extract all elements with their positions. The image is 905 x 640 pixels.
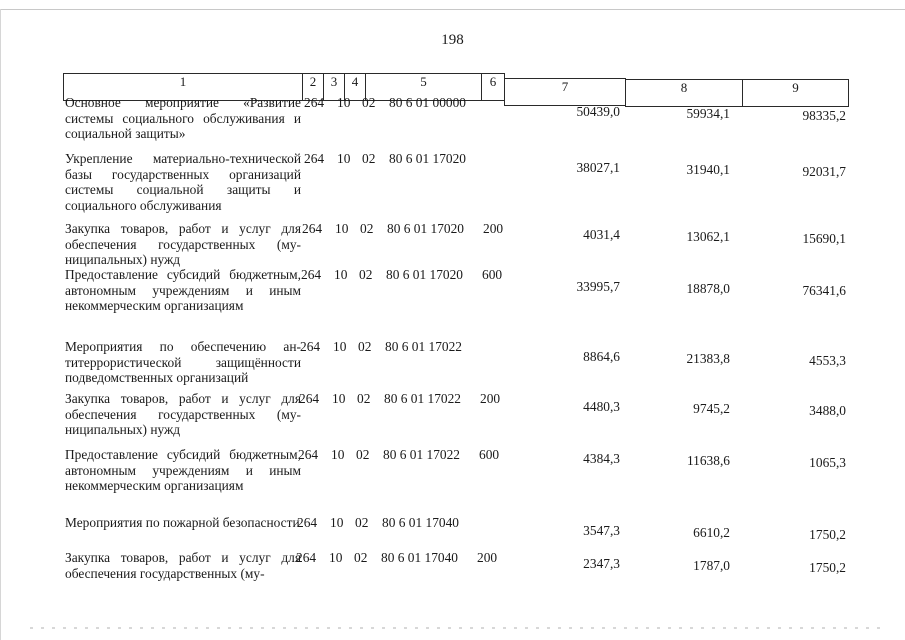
- cell-amount-9: 92031,7: [802, 164, 846, 179]
- cell-amount-8: 59934,1: [686, 106, 730, 121]
- cell-amount-8: 31940,1: [686, 162, 730, 177]
- cell-amount-9: 15690,1: [802, 231, 846, 246]
- cell-amount-7: 4031,4: [583, 227, 620, 242]
- cell-target-article: 80 6 01 17020: [387, 221, 464, 236]
- table-row: [66, 267, 866, 337]
- cell-subsection: 02: [357, 391, 371, 406]
- cell-ministry-code: 264: [304, 151, 325, 166]
- cell-subsection: 02: [359, 267, 373, 282]
- cell-target-article: 80 6 01 17020: [389, 151, 466, 166]
- cell-ministry-code: 264: [300, 339, 321, 354]
- header-col-6: 6: [481, 73, 505, 101]
- cell-target-article: 80 6 01 17020: [386, 267, 463, 282]
- cell-target-article: 80 6 01 17040: [381, 550, 458, 565]
- cell-section: 10: [329, 550, 343, 565]
- header-col-4: 4: [344, 73, 366, 101]
- cell-expense-type: 200: [480, 391, 501, 406]
- cell-section: 10: [337, 151, 351, 166]
- cell-subsection: 02: [354, 550, 368, 565]
- cell-section: 10: [334, 267, 348, 282]
- cell-amount-9: 1750,2: [809, 527, 846, 542]
- cell-expense-type: 200: [483, 221, 504, 236]
- cell-target-article: 80 6 01 17022: [385, 339, 462, 354]
- cell-amount-7: 4480,3: [583, 399, 620, 414]
- header-col-2: 2: [302, 73, 324, 101]
- cell-ministry-code: 264: [299, 391, 320, 406]
- cell-ministry-code: 264: [298, 447, 319, 462]
- row-name: Закупка товаров, работ и услуг для обеспечения государственных (муниципальных) нужд: [65, 221, 301, 268]
- cell-amount-9: 4553,3: [809, 353, 846, 368]
- cell-amount-8: 9745,2: [693, 401, 730, 416]
- row-name: Основное мероприятие «Развитие системы социального обслуживания и социальной защиты»: [65, 95, 301, 142]
- cell-section: 10: [330, 515, 344, 530]
- cell-amount-8: 1787,0: [693, 558, 730, 573]
- cell-amount-7: 38027,1: [576, 160, 620, 175]
- table-row: [66, 221, 866, 267]
- table-row: [66, 95, 866, 149]
- cell-amount-8: 18878,0: [686, 281, 730, 296]
- row-name: Укрепление материально-технической базы государственных организаций системы социальной защиты и социального обслуживания: [65, 151, 301, 213]
- table-row: [66, 515, 866, 548]
- row-name: Предоставление субсидий бюджетным, автономным учреждениям и иным некоммерческим организациям: [65, 267, 301, 314]
- cell-target-article: 80 6 01 00000: [389, 95, 466, 110]
- cell-ministry-code: 264: [296, 550, 317, 565]
- scan-noise: [30, 627, 880, 629]
- header-col-9: 9: [742, 79, 849, 107]
- cell-ministry-code: 264: [304, 95, 325, 110]
- row-name: Закупка товаров, работ и услуг для обеспечения государственных (муниципальных) нужд: [65, 391, 301, 438]
- header-col-7: 7: [504, 78, 626, 106]
- cell-amount-8: 21383,8: [686, 351, 730, 366]
- cell-ministry-code: 264: [302, 221, 323, 236]
- header-col-1: 1: [63, 73, 303, 101]
- cell-amount-7: 2347,3: [583, 556, 620, 571]
- row-name: Закупка товаров, работ и услуг для обеспечения государственных (му-: [65, 550, 301, 581]
- cell-expense-type: 600: [479, 447, 500, 462]
- header-col-3: 3: [323, 73, 345, 101]
- cell-amount-9: 98335,2: [802, 108, 846, 123]
- cell-amount-7: 50439,0: [576, 104, 620, 119]
- cell-section: 10: [337, 95, 351, 110]
- cell-section: 10: [331, 447, 345, 462]
- cell-amount-8: 13062,1: [686, 229, 730, 244]
- cell-amount-7: 3547,3: [583, 523, 620, 538]
- row-name: Мероприятия по обеспечению антитеррористической защищённости подведомственных организаций: [65, 339, 301, 386]
- page-number: 198: [441, 32, 464, 48]
- cell-section: 10: [332, 391, 346, 406]
- cell-amount-9: 76341,6: [802, 283, 846, 298]
- row-name: Мероприятия по пожарной безопасности: [65, 515, 300, 530]
- cell-subsection: 02: [362, 151, 376, 166]
- cell-subsection: 02: [355, 515, 369, 530]
- cell-amount-9: 3488,0: [809, 403, 846, 418]
- cell-ministry-code: 264: [301, 267, 322, 282]
- table-row: [66, 391, 866, 443]
- cell-expense-type: 200: [477, 550, 498, 565]
- table-row: [66, 151, 866, 219]
- cell-subsection: 02: [356, 447, 370, 462]
- cell-amount-8: 11638,6: [686, 453, 730, 468]
- cell-subsection: 02: [360, 221, 374, 236]
- cell-target-article: 80 6 01 17040: [382, 515, 459, 530]
- cell-subsection: 02: [362, 95, 376, 110]
- cell-target-article: 80 6 01 17022: [384, 391, 461, 406]
- cell-subsection: 02: [358, 339, 372, 354]
- row-name: Предоставление субсидий бюджетным, автономным учреждениям и иным некоммерческим организациям: [65, 447, 301, 494]
- header-col-8: 8: [625, 79, 743, 107]
- scan-edge: [0, 9, 905, 10]
- cell-section: 10: [333, 339, 347, 354]
- scan-edge: [0, 9, 1, 640]
- table-row: [66, 447, 866, 513]
- cell-section: 10: [335, 221, 349, 236]
- cell-amount-9: 1750,2: [809, 560, 846, 575]
- cell-target-article: 80 6 01 17022: [383, 447, 460, 462]
- cell-expense-type: 600: [482, 267, 503, 282]
- cell-amount-8: 6610,2: [693, 525, 730, 540]
- cell-ministry-code: 264: [297, 515, 318, 530]
- table-row: [66, 339, 866, 389]
- cell-amount-7: 4384,3: [583, 451, 620, 466]
- cell-amount-7: 33995,7: [576, 279, 620, 294]
- header-col-5: 5: [365, 73, 482, 101]
- cell-amount-9: 1065,3: [809, 455, 846, 470]
- cell-amount-7: 8864,6: [583, 349, 620, 364]
- table-row: [66, 550, 866, 590]
